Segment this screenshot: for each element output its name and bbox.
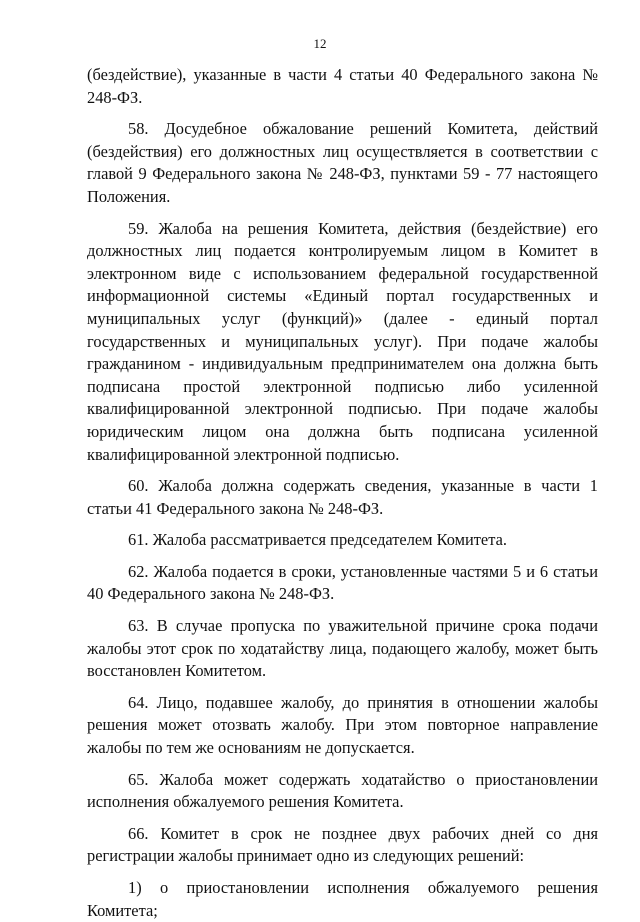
paragraph-61: 61. Жалоба рассматривается председателем Комитета. (128, 530, 507, 550)
paragraph-64: 64. Лицо, подавшее жалобу, до принятия в отношении жалобы решения может отозвать жалобу. При этом повторное направление жалобы по тем же основаниям не допускается. (87, 692, 598, 758)
paragraph-63: 63. В случае пропуска по уважительной причине срока подачи жалобы этот срок по ходатайству лица, подающего жалобу, может быть восстановлен Комитетом. (87, 616, 598, 681)
paragraph-66-item-1: 1) о приостановлении исполнения обжалуемого решения Комитета; (87, 878, 598, 920)
page-number: 12 (313, 36, 327, 51)
paragraph-59: 59. Жалоба на решения Комитета, действия (бездействие) его должностных лиц подается контролируемым лицом в Комитет в электронном виде с использованием федеральной государственной информационной системы «Единый портал государственных и муниципальных услуг (функций)» (далее - единый портал государственных и муниципальных услуг). При подаче жалобы гражданином - индивидуальным предпринимателем она должна быть подписана простой электронной подписью либо усиленной квалифицированной электронной подписью. При подаче жалобы юридическим лицом она должна быть подписана усиленной квалифицированной электронной подписью. (87, 218, 598, 464)
paragraph-66: 66. Комитет в срок не позднее двух рабочих дней со дня регистрации жалобы принимает одно из следующих решений: (87, 823, 598, 866)
paragraph-58: 58. Досудебное обжалование решений Комитета, действий (бездействия) его должностных лиц осуществляется в соответствии с главой 9 Федерального закона № 248-ФЗ, пунктами 59 - 77 настоящего Положения. (87, 119, 598, 206)
paragraph-65: 65. Жалоба может содержать ходатайство о приостановлении исполнения обжалуемого решения Комитета. (87, 769, 598, 812)
document-body (87, 64, 598, 922)
paragraph-62: 62. Жалоба подается в сроки, установленные частями 5 и 6 статьи 40 Федерального закона № 248-ФЗ. (87, 561, 598, 604)
paragraph-continuation: (бездействие), указанные в части 4 статьи 40 Федерального закона № 248-ФЗ. (87, 65, 598, 107)
paragraph-60: 60. Жалоба должна содержать сведения, указанные в части 1 статьи 41 Федерального закона № 248-ФЗ. (87, 476, 598, 518)
